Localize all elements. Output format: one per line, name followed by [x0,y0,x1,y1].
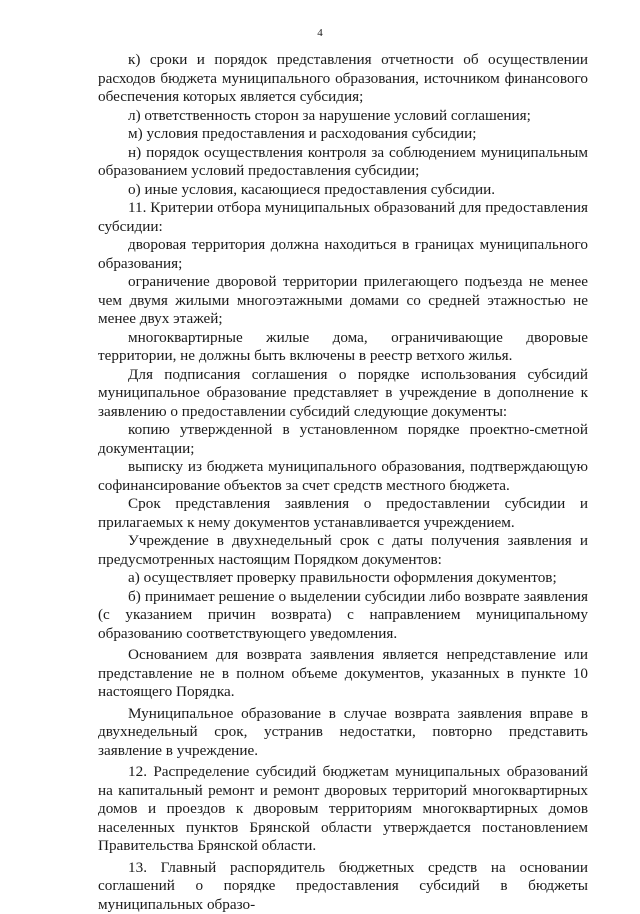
paragraph: л) ответственность сторон за нарушение условий соглашения; [98,107,588,126]
paragraph: 13. Главный распорядитель бюджетных средств на основании соглашений о порядке предоставления субсидий в бюджеты муниципальных образо- [98,859,588,914]
page-number: 4 [0,27,640,39]
paragraph: 12. Распределение субсидий бюджетам муниципальных образований на капитальный ремонт и ремонт дворовых территорий многоквартирных домов и проездов к дворовым территориям многоквартирных домов населенных пунктов Брянской области утверждается постановлением Правительства Брянской области. [98,763,588,856]
paragraph: многоквартирные жилые дома, ограничивающие дворовые территории, не должны быть включены в реестр ветхого жилья. [98,329,588,366]
paragraph: к) сроки и порядок представления отчетности об осуществлении расходов бюджета муниципального образования, источником финансового обеспечения которых является субсидия; [98,51,588,107]
paragraph: копию утвержденной в установленном порядке проектно-сметной документации; [98,421,588,458]
paragraph: о) иные условия, касающиеся предоставления субсидии. [98,181,588,200]
paragraph: б) принимает решение о выделении субсидии либо возврате заявления (с указанием причин возврата) с направлением муниципальному образованию соответствующего уведомления. [98,588,588,644]
paragraph: Основанием для возврата заявления является непредставление или представление не в полном объеме документов, указанных в пункте 10 настоящего Порядка. [98,646,588,702]
paragraph: Срок представления заявления о предоставлении субсидии и прилагаемых к нему документов устанавливается учреждением. [98,495,588,532]
paragraph: Для подписания соглашения о порядке использования субсидий муниципальное образование представляет в учреждение в дополнение к заявлению о предоставлении субсидий следующие документы: [98,366,588,422]
paragraph: м) условия предоставления и расходования субсидии; [98,125,588,144]
paragraph: Учреждение в двухнедельный срок с даты получения заявления и предусмотренных настоящим Порядком документов: [98,532,588,569]
paragraph: выписку из бюджета муниципального образования, подтверждающую софинансирование объектов за счет средств местного бюджета. [98,458,588,495]
paragraph: Муниципальное образование в случае возврата заявления вправе в двухнедельный срок, устранив недостатки, повторно представить заявление в учреждение. [98,705,588,761]
paragraph: ограничение дворовой территории прилегающего подъезда не менее чем двумя жилыми многоэтажными домами со средней этажностью не менее двух этажей; [98,273,588,329]
paragraph: а) осуществляет проверку правильности оформления документов; [98,569,588,588]
document-body [98,51,588,914]
paragraph: дворовая территория должна находиться в границах муниципального образования; [98,236,588,273]
paragraph: н) порядок осуществления контроля за соблюдением муниципальным образованием условий предоставления субсидии; [98,144,588,181]
paragraph: 11. Критерии отбора муниципальных образований для предоставления субсидии: [98,199,588,236]
